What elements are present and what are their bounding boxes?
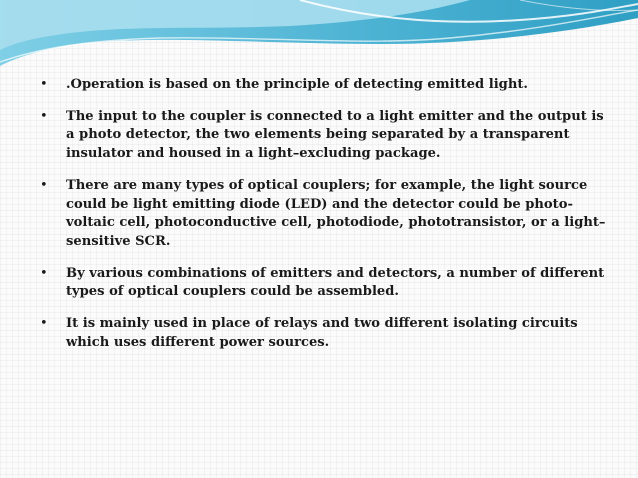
bullet-item xyxy=(40,108,615,164)
bullet-text: It is mainly used in place of relays and two different isolating circuits which uses different power sources. xyxy=(66,316,578,350)
header-wave-banner xyxy=(0,0,638,80)
bullet-item xyxy=(40,76,615,95)
bullet-text: The input to the coupler is connected to a light emitter and the output is a photo detector, the two elements being separated by a transparent insulator and housed in a light–excluding package. xyxy=(66,108,604,162)
bullet-item xyxy=(40,265,615,302)
bullet-dot-icon: • xyxy=(40,316,48,332)
bullet-dot-icon: • xyxy=(40,177,48,193)
bullet-list xyxy=(40,76,615,365)
bullet-dot-icon: • xyxy=(40,77,48,92)
bullet-dot-icon: • xyxy=(40,265,48,281)
bullet-item xyxy=(40,177,615,252)
bullet-text: There are many types of optical couplers; for example, the light source could be light emitting diode (LED) and the detector could be photo-voltaic cell, photoconductive cell, photodiode, phototransistor, or a light–sensitive SCR. xyxy=(66,177,606,249)
bullet-text: .Operation is based on the principle of detecting emitted light. xyxy=(66,77,528,92)
bullet-text: By various combinations of emitters and detectors, a number of different types of optical couplers could be assembled. xyxy=(66,265,605,300)
bullet-dot-icon: • xyxy=(40,108,48,124)
bullet-item xyxy=(40,315,615,352)
